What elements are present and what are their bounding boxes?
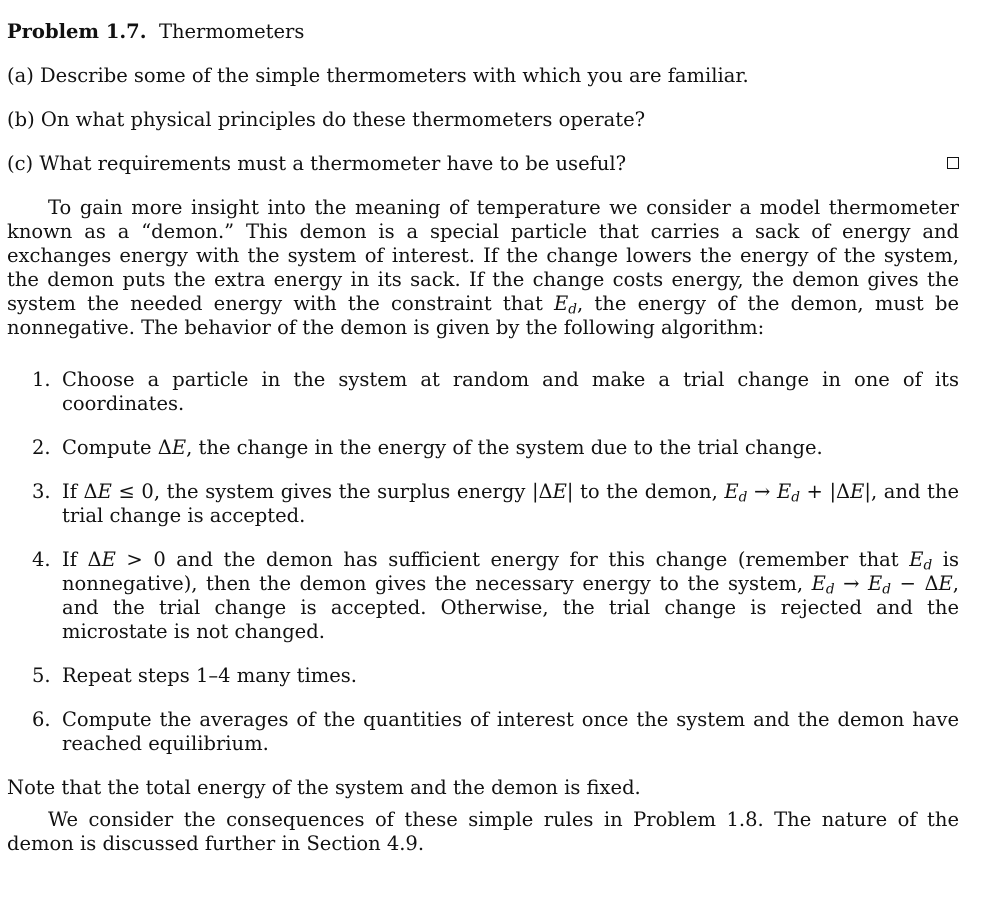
part-text: What requirements must a thermometer have to be useful? — [39, 152, 627, 175]
step-text: Compute — [62, 436, 158, 459]
step-number: 2. — [32, 436, 51, 459]
step-text: to the demon, — [573, 480, 725, 503]
problem-part-a — [7, 64, 959, 88]
list-item — [7, 368, 959, 416]
step-text: is nonnegative), then the demon gives the necessary energy to the system, — [62, 548, 959, 595]
step-text: , the change in the energy of the system due to the trial change. — [186, 436, 823, 459]
condition-math: ΔE > 0 — [87, 548, 166, 571]
problem-heading — [7, 20, 959, 44]
step-text: , the system gives the surplus energy — [153, 480, 532, 503]
step-text: Repeat steps 1–4 many times. — [62, 664, 357, 687]
intro-text-2: , the energy of the demon, must be nonnegative. The behavior of the demon is given by the following algorithm: — [7, 292, 959, 339]
list-item — [7, 708, 959, 756]
energy-update-math: $E_d \to E_d - \Delta E$ — [811, 572, 953, 598]
step-number: 1. — [32, 368, 51, 391]
step-number: 6. — [32, 708, 51, 731]
end-of-problem-box-icon — [947, 157, 959, 169]
demon-energy-symbol: $E_d$ — [909, 548, 933, 574]
list-item — [7, 436, 959, 460]
closing-paragraph: We consider the consequences of these simple rules in Problem 1.8. The nature of the demon is discussed further in Section 4.9. — [7, 808, 959, 855]
intro-text-1: To gain more insight into the meaning of temperature we consider a model thermometer known as a “demon.” This demon is a special particle that carries a sack of energy and exchanges energy with the system of interest. If the change lowers the energy of the system, the demon puts the extra energy in its sack. If the change costs energy, the demon gives the system the needed energy with the constraint that — [7, 196, 959, 315]
intro-paragraph — [7, 196, 959, 340]
step-text: If — [62, 480, 84, 503]
delta-e-symbol: ΔE — [157, 436, 187, 459]
list-item — [7, 480, 959, 528]
problem-number: Problem 1.7. — [7, 20, 147, 43]
step-number: 5. — [32, 664, 51, 687]
page-content — [7, 20, 959, 856]
step-number: 3. — [32, 480, 51, 503]
abs-delta-e-math: |ΔE| — [531, 480, 574, 503]
part-text: On what physical principles do these thermometers operate? — [40, 108, 646, 131]
list-item — [7, 548, 959, 644]
problem-title: Thermometers — [158, 20, 305, 43]
part-label: (b) — [7, 108, 35, 131]
note-paragraph: Note that the total energy of the system and the demon is fixed. — [7, 776, 641, 799]
problem-part-c — [7, 152, 959, 176]
step-text: , and the trial change is accepted. Otherwise, the trial change is rejected and the microstate is not changed. — [62, 572, 959, 643]
problem-part-b — [7, 108, 959, 132]
condition-math: ΔE ≤ 0 — [83, 480, 154, 503]
energy-update-math: $E_d \to E_d + |\Delta E|$ — [724, 480, 871, 506]
part-text: Describe some of the simple thermometers with which you are familiar. — [40, 64, 749, 87]
step-text: Choose a particle in the system at random and make a trial change in one of its coordinates. — [62, 368, 959, 415]
step-text: Compute the averages of the quantities of interest once the system and the demon have reached equilibrium. — [62, 708, 959, 755]
step-text: and the demon has sufficient energy for this change (remember that — [165, 548, 910, 571]
list-item — [7, 664, 959, 688]
step-number: 4. — [32, 548, 51, 571]
part-label: (c) — [7, 152, 34, 175]
algorithm-steps — [7, 368, 959, 756]
step-text: , and the trial change is accepted. — [62, 480, 959, 527]
demon-energy-symbol: $E_d$ — [554, 292, 577, 318]
part-label: (a) — [7, 64, 34, 87]
step-text: If — [62, 548, 88, 571]
